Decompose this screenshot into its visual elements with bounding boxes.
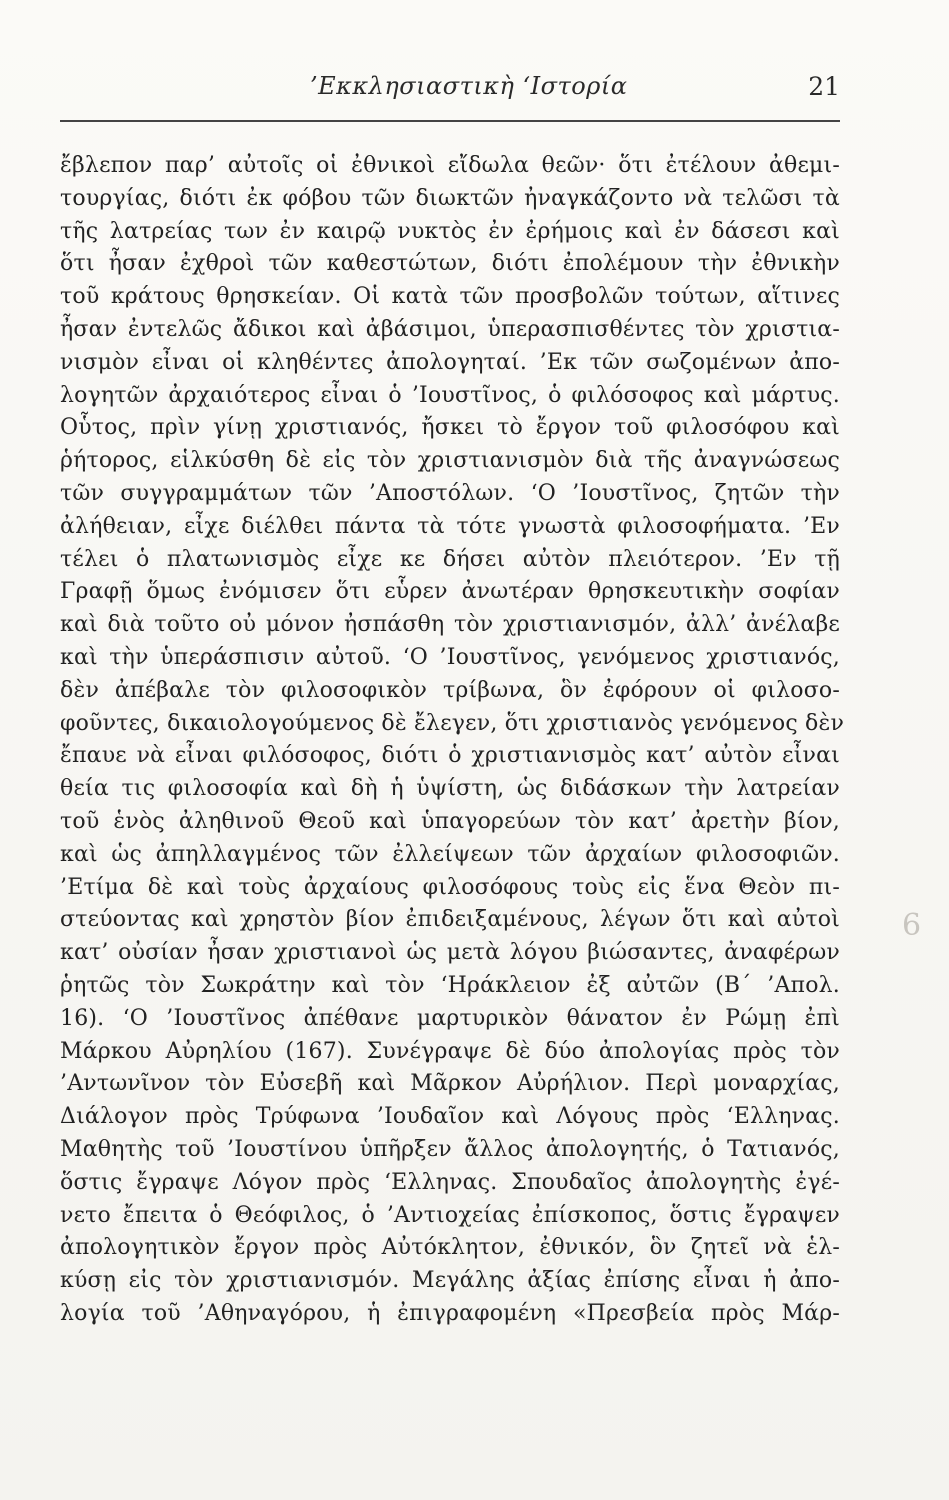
text-line: λογία τοῦ ’Αθηναγόρου, ἡ ἐπιγραφομένη «Πρεσβεία πρὸς Μάρ-: [60, 1300, 840, 1326]
text-line: Οὗτος, πρὶν γίνῃ χριστιανός, ἤσκει τὸ ἔργον τοῦ φιλοσόφου καὶ: [60, 415, 840, 441]
page-number: 21: [808, 72, 840, 101]
body-text: [60, 150, 845, 1331]
text-line: ’Αντωνῖνον τὸν Εὐσεβῆ καὶ Μᾶρκον Αὐρήλιον. Περὶ μοναρχίας,: [60, 1071, 840, 1097]
header-rule: [60, 120, 840, 122]
text-line: ἦσαν ἐντελῶς ἄδικοι καὶ ἀβάσιμοι, ὑπερασπισθέντες τὸν χριστια-: [60, 316, 840, 342]
text-line: τέλει ὁ πλατωνισμὸς εἶχε κε δήσει αὐτὸν πλειότερον. ’Εν τῇ: [60, 546, 840, 572]
text-line: καὶ διὰ τοῦτο οὐ μόνον ἠσπάσθη τὸν χριστιανισμόν, ἀλλ’ ἀνέλαβε: [60, 612, 840, 638]
page-header: [60, 72, 840, 112]
text-line: κατ’ οὐσίαν ἦσαν χριστιανοὶ ὡς μετὰ λόγου βιώσαντες, ἀναφέρων: [60, 940, 840, 966]
text-line: ῥήτορος, εἱλκύσθη δὲ εἰς τὸν χριστιανισμὸν διὰ τῆς ἀναγνώσεως: [60, 448, 840, 474]
text-line: στεύοντας καὶ χρηστὸν βίον ἐπιδειξαμένους, λέγων ὅτι καὶ αὐτοὶ: [60, 907, 840, 933]
text-line: κύσῃ εἰς τὸν χριστιανισμόν. Μεγάλης ἀξίας ἐπίσης εἶναι ἡ ἀπο-: [60, 1268, 840, 1294]
text-line: Γραφῇ ὅμως ἐνόμισεν ὅτι εὗρεν ἀνωτέραν θρησκευτικὴν σοφίαν: [60, 579, 840, 605]
text-line: ἔπαυε νὰ εἶναι φιλόσοφος, διότι ὁ χριστιανισμὸς κατ’ αὐτὸν εἶναι: [60, 743, 840, 769]
text-line: νισμὸν εἶναι οἱ κληθέντες ἀπολογηταί. ’Εκ τῶν σωζομένων ἀπο-: [60, 349, 840, 375]
text-line: ὅστις ἔγραψε Λόγον πρὸς ‘Ελληνας. Σπουδαῖος ἀπολογητὴς ἐγέ-: [60, 1169, 840, 1195]
text-line: ’Ετίμα δὲ καὶ τοὺς ἀρχαίους φιλοσόφους τοὺς εἰς ἕνα Θεὸν πι-: [60, 874, 840, 900]
text-line: ὅτι ἦσαν ἐχθροὶ τῶν καθεστώτων, διότι ἐπολέμουν τὴν ἐθνικὴν: [60, 251, 840, 277]
text-line: ῥητῶς τὸν Σωκράτην καὶ τὸν ‘Ηράκλειον ἐξ αὐτῶν (Β΄ ’Απολ.: [60, 972, 840, 998]
text-line: Μάρκου Αὐρηλίου (167). Συνέγραψε δὲ δύο ἀπολογίας πρὸς τὸν: [60, 1038, 840, 1064]
text-line: τῆς λατρείας των ἐν καιρῷ νυκτὸς ἐν ἐρήμοις καὶ ἐν δάσεσι καὶ: [60, 218, 840, 244]
text-line: Διάλογον πρὸς Τρύφωνα ’Ιουδαῖον καὶ Λόγους πρὸς ‘Ελληνας.: [60, 1104, 840, 1130]
text-line: τῶν συγγραμμάτων τῶν ’Αποστόλων. ‘Ο ’Ιουστῖνος, ζητῶν τὴν: [60, 480, 840, 506]
running-title: ’Εκκλησιαστικὴ ‘Ιστορία: [310, 72, 628, 100]
text-line: ἀλήθειαν, εἶχε διέλθει πάντα τὰ τότε γνωστὰ φιλοσοφήματα. ’Εν: [60, 513, 840, 539]
text-line: καὶ ὡς ἀπηλλαγμένος τῶν ἐλλείψεων τῶν ἀρχαίων φιλοσοφιῶν.: [60, 841, 840, 867]
text-line: δὲν ἀπέβαλε τὸν φιλοσοφικὸν τρίβωνα, ὃν ἐφόρουν οἱ φιλοσο-: [60, 677, 840, 703]
text-line: λογητῶν ἀρχαιότερος εἶναι ὁ ’Ιουστῖνος, ὁ φιλόσοφος καὶ μάρτυς.: [60, 382, 840, 408]
text-line: Μαθητὴς τοῦ ’Ιουστίνου ὑπῆρξεν ἄλλος ἀπολογητής, ὁ Τατιανός,: [60, 1136, 840, 1162]
text-line: 16). ‘Ο ’Ιουστῖνος ἀπέθανε μαρτυρικὸν θάνατον ἐν Ρώμῃ ἐπὶ: [60, 1005, 840, 1031]
text-line: τοῦ ἑνὸς ἀληθινοῦ Θεοῦ καὶ ὑπαγορεύων τὸν κατ’ ἀρετὴν βίον,: [60, 808, 840, 834]
margin-mark: 6: [902, 908, 922, 943]
text-line: νετο ἔπειτα ὁ Θεόφιλος, ὁ ’Αντιοχείας ἐπίσκοπος, ὅστις ἔγραψεν: [60, 1202, 840, 1228]
text-line: τοῦ κράτους θρησκείαν. Οἱ κατὰ τῶν προσβολῶν τούτων, αἵτινες: [60, 284, 840, 310]
text-line: ἀπολογητικὸν ἔργον πρὸς Αὐτόκλητον, ἐθνικόν, ὃν ζητεῖ νὰ ἑλ-: [60, 1235, 840, 1261]
text-line: τουργίας, διότι ἐκ φόβου τῶν διωκτῶν ἠναγκάζοντο νὰ τελῶσι τὰ: [60, 185, 840, 211]
text-line: φοῦντες, δικαιολογούμενος δὲ ἔλεγεν, ὅτι χριστιανὸς γενόμενος δὲν: [60, 710, 845, 736]
text-line: θεία τις φιλοσοφία καὶ δὴ ἡ ὑψίστη, ὡς διδάσκων τὴν λατρείαν: [60, 776, 840, 802]
text-line: ἔβλεπον παρ’ αὐτοῖς οἱ ἐθνικοὶ εἴδωλα θεῶν· ὅτι ἐτέλουν ἀθεμι-: [60, 153, 840, 178]
text-line: καὶ τὴν ὑπεράσπισιν αὐτοῦ. ‘Ο ’Ιουστῖνος, γενόμενος χριστιανός,: [60, 644, 840, 670]
